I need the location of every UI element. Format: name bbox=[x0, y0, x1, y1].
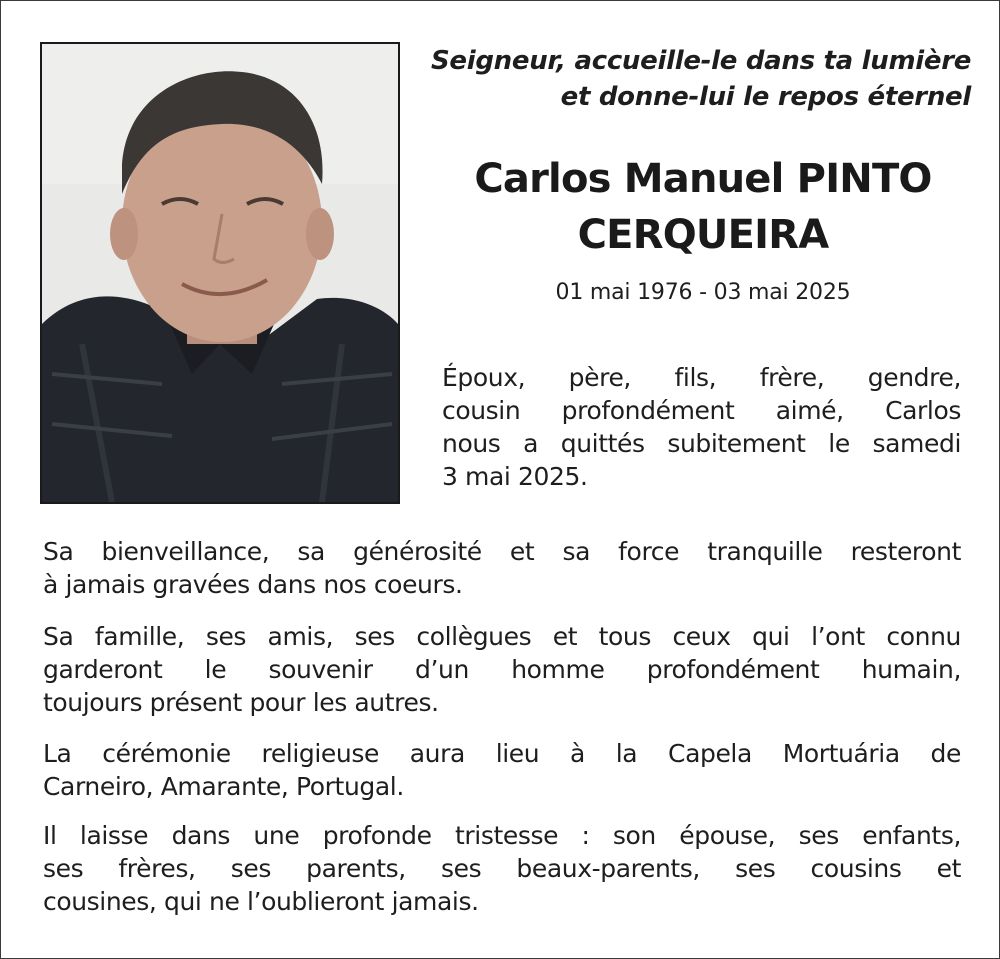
paragraph-line: cousines, qui ne l’oublieront jamais. bbox=[43, 887, 479, 916]
paragraph-family bbox=[43, 819, 961, 918]
prayer-line: et donne-lui le repos éternel bbox=[560, 82, 971, 112]
deceased-name bbox=[433, 151, 973, 263]
name-line-1: Carlos Manuel PINTO bbox=[474, 156, 932, 202]
paragraph-ceremony bbox=[43, 737, 961, 803]
paragraph-kindness bbox=[43, 535, 961, 601]
intro-paragraph bbox=[442, 361, 961, 493]
portrait-illustration bbox=[42, 44, 398, 502]
paragraph-line: Il laisse dans une profonde tristesse : son épouse, ses enfants, bbox=[43, 821, 961, 850]
intro-line: cousin profondément aimé, Carlos bbox=[442, 396, 961, 425]
paragraph-line: garderont le souvenir d’un homme profondément humain, bbox=[43, 655, 961, 684]
prayer-text bbox=[431, 43, 971, 115]
portrait-photo bbox=[40, 42, 400, 504]
paragraph-line: Sa bienveillance, sa générosité et sa force tranquille resteront bbox=[43, 537, 961, 566]
paragraph-line: La cérémonie religieuse aura lieu à la Capela Mortuária de bbox=[43, 739, 961, 768]
paragraph-line: ses frères, ses parents, ses beaux-parents, ses cousins et bbox=[43, 854, 961, 883]
paragraph-line: Carneiro, Amarante, Portugal. bbox=[43, 772, 404, 801]
life-dates: 01 mai 1976 - 03 mai 2025 bbox=[555, 280, 851, 305]
paragraph-line: à jamais gravées dans nos coeurs. bbox=[43, 570, 463, 599]
name-line-2: CERQUEIRA bbox=[577, 212, 829, 258]
paragraph-line: Sa famille, ses amis, ses collègues et tous ceux qui l’ont connu bbox=[43, 622, 961, 651]
prayer-line: Seigneur, accueille-le dans ta lumière bbox=[431, 46, 972, 76]
paragraph-memory bbox=[43, 620, 961, 719]
intro-line: nous a quittés subitement le samedi bbox=[442, 429, 961, 458]
intro-line: 3 mai 2025. bbox=[442, 462, 588, 491]
intro-line: Époux, père, fils, frère, gendre, bbox=[442, 363, 961, 392]
paragraph-line: toujours présent pour les autres. bbox=[43, 688, 439, 717]
